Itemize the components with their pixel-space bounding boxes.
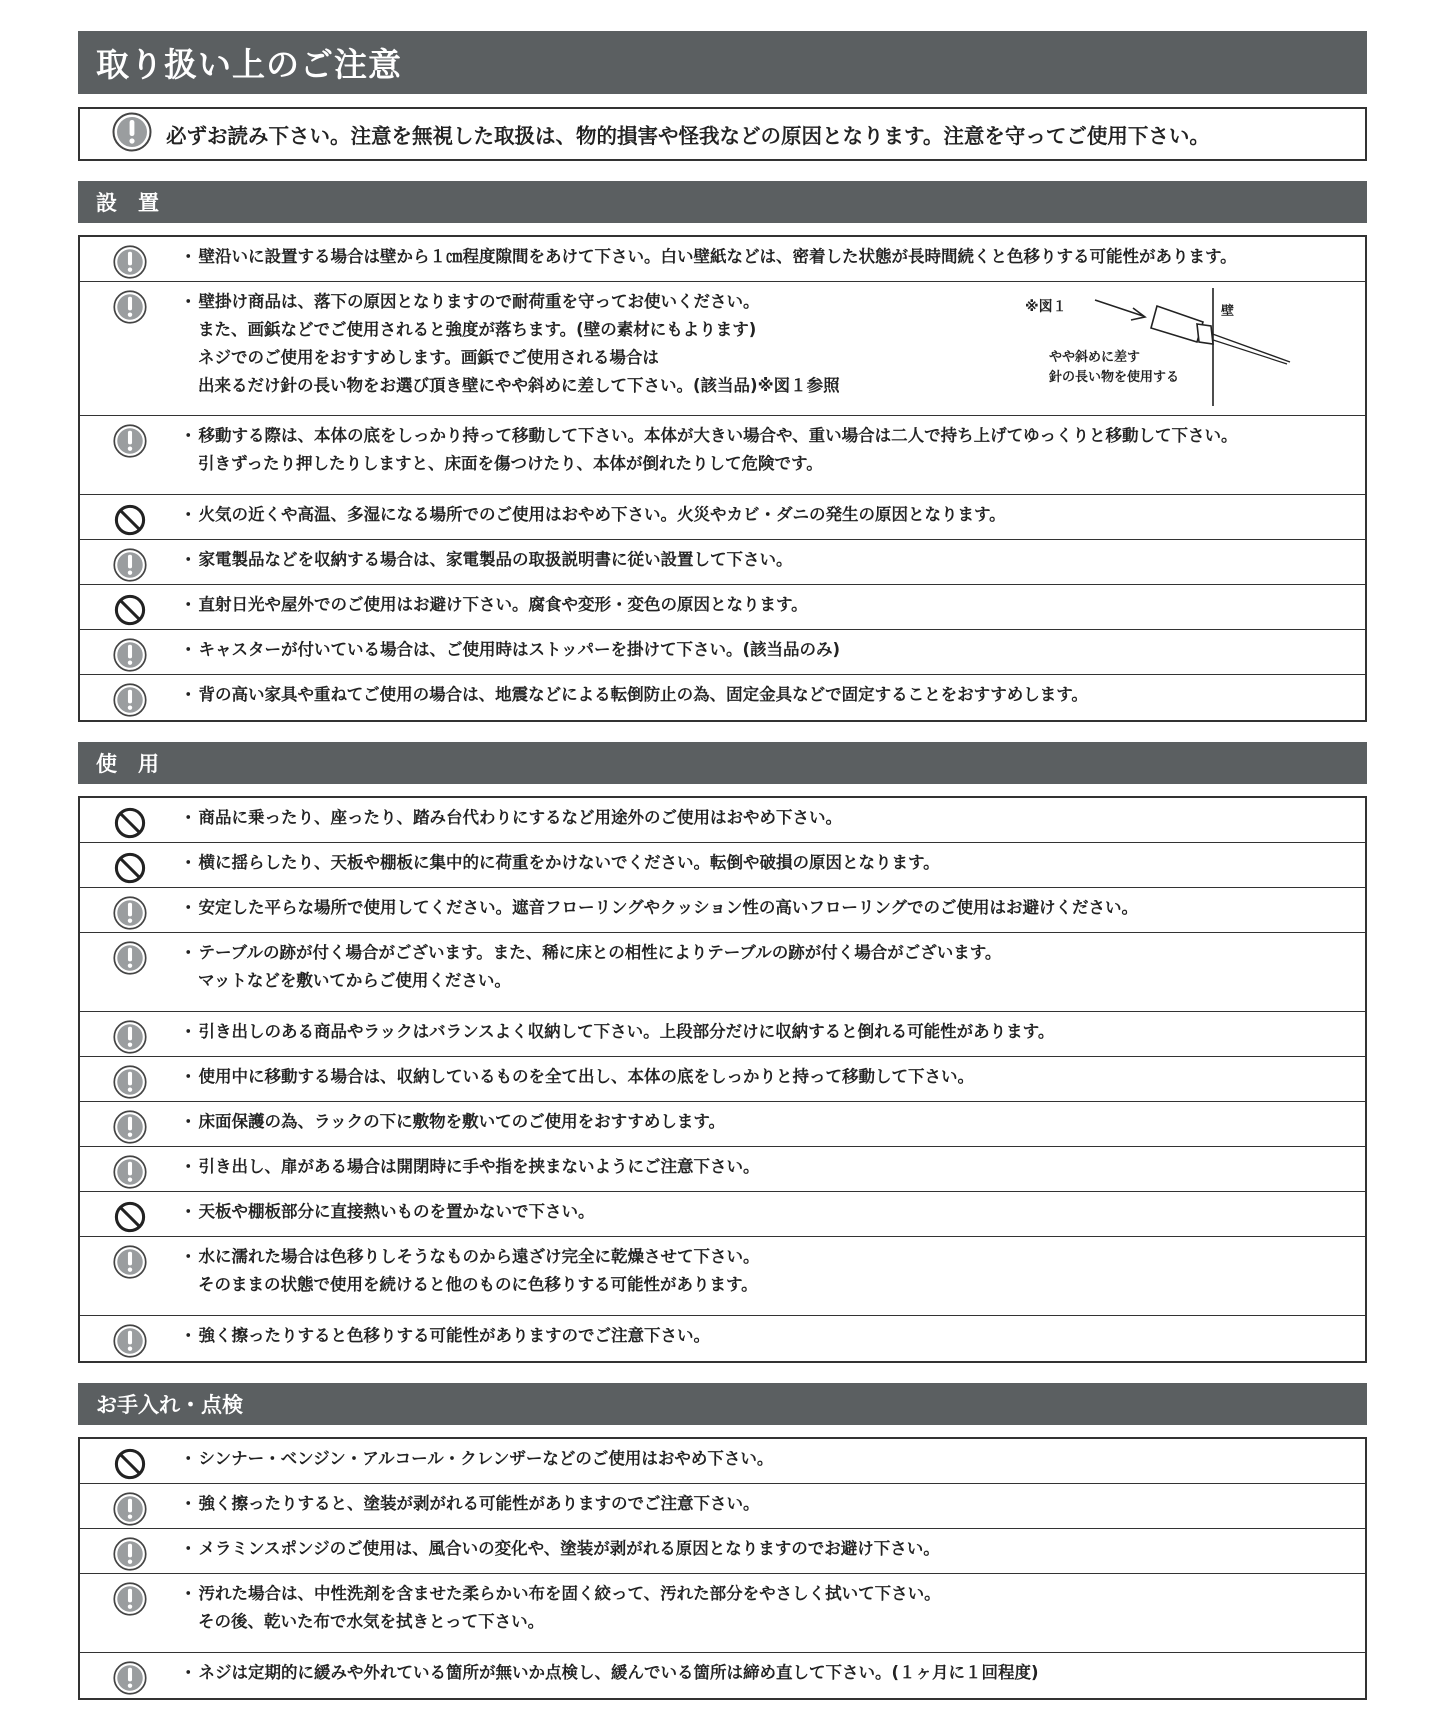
item-text: ・ ネジは定期的に緩みや外れている箇所が無いか点検し、緩んでいる箇所は締め直して下さい。(１ヶ月に１回程度) <box>180 1659 1365 1687</box>
pin-diagram <box>1025 288 1305 410</box>
caution-icon <box>113 1661 147 1698</box>
caution-icon <box>113 1582 147 1652</box>
item-text: ・ メラミンスポンジのご使用は、風合いの変化や、塗装が剥がれる原因となりますのでお避け下さい。 <box>180 1535 1365 1563</box>
item-text: その後、乾いた布で水気を拭きとって下さい。 <box>198 1612 545 1631</box>
section-heading-usage: 使 用 <box>78 742 1367 784</box>
item-text: ネジでのご使用をおすすめします。画鋲でご使用される場合は <box>198 348 659 367</box>
list-item <box>80 888 1365 933</box>
intro-notice <box>78 107 1367 161</box>
list-item <box>80 237 1365 282</box>
list-item <box>80 630 1365 675</box>
item-text: また、画鋲などでご使用されると強度が落ちます。(壁の素材にもよります) <box>198 320 757 339</box>
prohibited-icon <box>113 1447 147 1483</box>
prohibited-icon <box>113 806 147 842</box>
list-item <box>80 416 1365 495</box>
item-text: 出来るだけ針の長い物をお選び頂き壁にやや斜めに差して下さい。(該当品)※図１参照 <box>198 376 840 395</box>
list-item <box>80 1102 1365 1147</box>
item-text: ・ 引き出しのある商品やラックはバランスよく収納して下さい。上段部分だけに収納すると倒れる可能性があります。 <box>180 1018 1365 1046</box>
page-title: 取り扱い上のご注意 <box>78 31 1367 94</box>
item-text: ・ 床面保護の為、ラックの下に敷物を敷いてのご使用をおすすめします。 <box>180 1108 1365 1136</box>
item-text: ・ 壁掛け商品は、落下の原因となりますので耐荷重を守ってお使いください。 <box>180 288 1365 316</box>
list-item <box>80 1057 1365 1102</box>
item-text: ・ 天板や棚板部分に直接熱いものを置かないで下さい。 <box>180 1198 1365 1226</box>
list-item <box>80 1147 1365 1192</box>
item-text: ・ 家電製品などを収納する場合は、家電製品の取扱説明書に従い設置して下さい。 <box>180 546 1365 574</box>
list-item <box>80 843 1365 888</box>
item-text: ・ 背の高い家具や重ねてご使用の場合は、地震などによる転倒防止の為、固定金具などで固定することをおすすめします。 <box>180 681 1365 709</box>
item-text: そのままの状態で使用を続けると他のものに色移りする可能性があります。 <box>198 1275 758 1294</box>
prohibited-icon <box>113 593 147 629</box>
list-item <box>80 1484 1365 1529</box>
caution-icon <box>113 1155 147 1191</box>
list-item <box>80 1012 1365 1057</box>
list-item <box>80 495 1365 540</box>
prohibited-icon <box>113 503 147 539</box>
list-item <box>80 933 1365 1012</box>
caution-icon <box>113 941 147 1011</box>
item-text: 引きずったり押したりしますと、床面を傷つけたり、本体が倒れたりして危険です。 <box>198 454 823 473</box>
section-heading-installation: 設 置 <box>78 181 1367 223</box>
caution-icon <box>113 638 147 674</box>
wall-label: 壁 <box>1221 304 1235 319</box>
caution-icon <box>113 290 147 415</box>
prohibited-icon <box>113 1200 147 1236</box>
section-table-maintenance <box>78 1437 1367 1700</box>
section-heading-maintenance: お手入れ・点検 <box>78 1383 1367 1425</box>
item-text: ・ 汚れた場合は、中性洗剤を含ませた柔らかい布を固く絞って、汚れた部分をやさしく拭いて下さい。 <box>180 1580 1365 1608</box>
caution-icon <box>113 1020 147 1056</box>
section-table-usage <box>78 796 1367 1363</box>
figure-caption-2: 針の長い物を使用する <box>1049 370 1180 385</box>
caution-icon <box>113 548 147 584</box>
item-text: ・ テーブルの跡が付く場合がございます。また、稀に床との相性によりテーブルの跡が付く場合がございます。 <box>180 939 1365 967</box>
list-item <box>80 1529 1365 1574</box>
caution-icon <box>113 1110 147 1146</box>
caution-icon <box>113 1245 147 1315</box>
intro-text: 必ずお読み下さい。注意を無視した取扱は、物的損害や怪我などの原因となります。注意を守ってご使用下さい。 <box>166 124 1210 148</box>
item-text: ・ 使用中に移動する場合は、収納しているものを全て出し、本体の底をしっかりと持って移動して下さい。 <box>180 1063 1365 1091</box>
figure-label: ※図１ <box>1025 299 1067 315</box>
list-item <box>80 1192 1365 1237</box>
item-text: マットなどを敷いてからご使用ください。 <box>198 971 511 990</box>
caution-icon <box>113 424 147 494</box>
item-text: ・ 引き出し、扉がある場合は開閉時に手や指を挟まないようにご注意下さい。 <box>180 1153 1365 1181</box>
item-text: ・ 壁沿いに設置する場合は壁から１㎝程度隙間をあけて下さい。白い壁紙などは、密着した状態が長時間続くと色移りする可能性があります。 <box>180 243 1365 271</box>
list-item <box>80 282 1365 416</box>
list-item <box>80 1653 1365 1698</box>
pushpin-icon <box>1025 288 1305 410</box>
item-text: ・ 水に濡れた場合は色移りしそうなものから遠ざけ完全に乾燥させて下さい。 <box>180 1243 1365 1271</box>
item-text: ・ 強く擦ったりすると、塗装が剥がれる可能性がありますのでご注意下さい。 <box>180 1490 1365 1518</box>
figure-caption-1: やや斜めに差す <box>1049 350 1141 365</box>
caution-icon <box>112 112 152 157</box>
item-text: ・ 移動する際は、本体の底をしっかり持って移動して下さい。本体が大きい場合や、重い場合は二人で持ち上げてゆっくりと移動して下さい。 <box>180 422 1365 450</box>
item-text: ・ シンナー・ベンジン・アルコール・クレンザーなどのご使用はおやめ下さい。 <box>180 1445 1365 1473</box>
item-text: ・ 横に揺らしたり、天板や棚板に集中的に荷重をかけないでください。転倒や破損の原因となります。 <box>180 849 1365 877</box>
caution-icon <box>113 1492 147 1528</box>
list-item <box>80 540 1365 585</box>
caution-icon <box>113 1537 147 1573</box>
item-text: ・ 安定した平らな場所で使用してください。遮音フローリングやクッション性の高いフローリングでのご使用はお避けください。 <box>180 894 1365 922</box>
caution-icon <box>113 896 147 932</box>
list-item <box>80 585 1365 630</box>
list-item <box>80 1316 1365 1361</box>
item-text: ・ 強く擦ったりすると色移りする可能性がありますのでご注意下さい。 <box>180 1322 1365 1350</box>
notice-page <box>78 31 1367 1700</box>
list-item <box>80 1439 1365 1484</box>
list-item <box>80 1574 1365 1653</box>
list-item <box>80 675 1365 720</box>
prohibited-icon <box>113 851 147 887</box>
caution-icon <box>113 245 147 281</box>
list-item <box>80 798 1365 843</box>
item-text: ・ キャスターが付いている場合は、ご使用時はストッパーを掛けて下さい。(該当品のみ) <box>180 636 1365 664</box>
item-text: ・ 火気の近くや高温、多湿になる場所でのご使用はおやめ下さい。火災やカビ・ダニの発生の原因となります。 <box>180 501 1365 529</box>
caution-icon <box>113 683 147 720</box>
caution-icon <box>113 1324 147 1361</box>
item-text: ・ 商品に乗ったり、座ったり、踏み台代わりにするなど用途外のご使用はおやめ下さい。 <box>180 804 1365 832</box>
caution-icon <box>113 1065 147 1101</box>
section-table-installation <box>78 235 1367 722</box>
item-text: ・ 直射日光や屋外でのご使用はお避け下さい。腐食や変形・変色の原因となります。 <box>180 591 1365 619</box>
list-item <box>80 1237 1365 1316</box>
